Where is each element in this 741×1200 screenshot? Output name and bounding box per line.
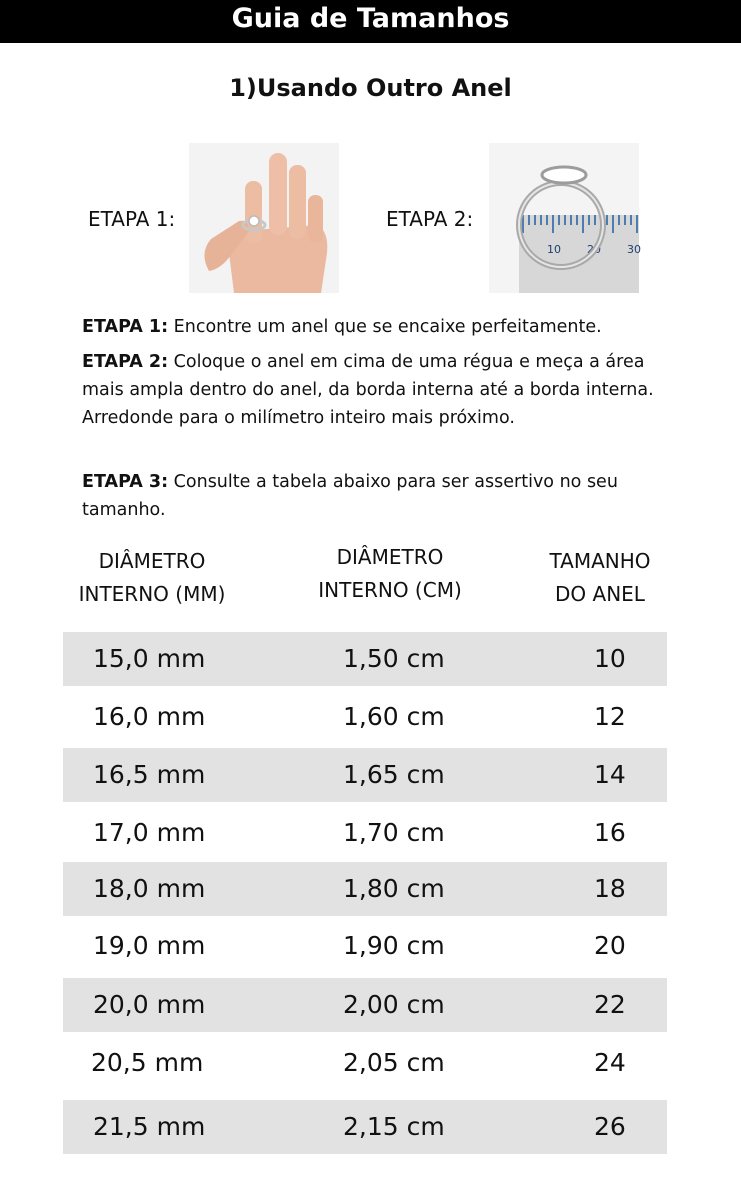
instruction-step-1-label: ETAPA 1:: [82, 317, 169, 337]
step-1-label: ETAPA 1:: [88, 207, 176, 231]
cell-mm: 16,5 mm: [93, 760, 206, 789]
header-diameter-mm-line1: DIÂMETRO: [98, 549, 206, 573]
cell-mm: 20,0 mm: [93, 990, 206, 1019]
table-row: [63, 632, 667, 686]
header-diameter-mm-line2: INTERNO (MM): [78, 582, 226, 606]
table-row: [63, 748, 667, 802]
section-title: 1)Usando Outro Anel: [229, 74, 512, 102]
header-ring-size: [510, 545, 690, 611]
table-row: [63, 806, 667, 860]
table-row: [63, 690, 667, 744]
header-diameter-cm-line2: INTERNO (CM): [318, 578, 462, 602]
ruler-number-30: 30: [627, 243, 641, 256]
instruction-step-3-text: Consulte a tabela abaixo para ser assertivo no seu tamanho.: [82, 472, 618, 520]
cell-cm: 2,00 cm: [343, 990, 445, 1019]
cell-mm: 21,5 mm: [93, 1112, 206, 1141]
cell-mm: 20,5 mm: [91, 1048, 204, 1077]
cell-cm: 1,80 cm: [343, 874, 445, 903]
table-row: [63, 1100, 667, 1154]
cell-mm: 18,0 mm: [93, 874, 206, 903]
cell-cm: 1,50 cm: [343, 644, 445, 673]
header-ring-size-line1: TAMANHO: [549, 549, 651, 573]
cell-mm: 19,0 mm: [93, 931, 206, 960]
cell-cm: 1,65 cm: [343, 760, 445, 789]
instruction-step-3: [82, 468, 682, 524]
header-diameter-cm: [290, 541, 490, 607]
ruler-number-20: 20: [587, 243, 601, 256]
hand-ring-photo-icon: [189, 143, 339, 293]
instruction-step-3-label: ETAPA 3:: [82, 472, 169, 492]
cell-size: 10: [594, 644, 626, 673]
step-2-label: ETAPA 2:: [386, 207, 474, 231]
ring-on-ruler-photo-icon: [489, 143, 639, 293]
instruction-step-2-label: ETAPA 2:: [82, 352, 169, 372]
cell-size: 20: [594, 931, 626, 960]
instruction-step-2-text: Coloque o anel em cima de uma régua e meça a área mais ampla dentro do anel, da borda interna até a borda interna. Arredonde para o milímetro inteiro mais próximo.: [82, 352, 654, 428]
page-title: Guia de Tamanhos: [231, 3, 510, 34]
table-row: [63, 919, 667, 973]
cell-mm: 16,0 mm: [93, 702, 206, 731]
cell-cm: 1,70 cm: [343, 818, 445, 847]
cell-cm: 1,60 cm: [343, 702, 445, 731]
ruler-number-10: 10: [547, 243, 561, 256]
header-diameter-cm-line1: DIÂMETRO: [336, 545, 444, 569]
cell-mm: 17,0 mm: [93, 818, 206, 847]
table-row: [63, 1036, 667, 1090]
cell-mm: 15,0 mm: [93, 644, 206, 673]
cell-size: 16: [594, 818, 626, 847]
cell-cm: 2,15 cm: [343, 1112, 445, 1141]
cell-size: 24: [594, 1048, 626, 1077]
instruction-step-1: [82, 313, 682, 341]
instruction-step-1-text: Encontre um anel que se encaixe perfeitamente.: [168, 317, 602, 337]
instruction-step-2: [82, 348, 682, 432]
cell-cm: 2,05 cm: [343, 1048, 445, 1077]
table-row: [63, 862, 667, 916]
cell-size: 22: [594, 990, 626, 1019]
cell-size: 18: [594, 874, 626, 903]
header-ring-size-line2: DO ANEL: [555, 582, 645, 606]
cell-cm: 1,90 cm: [343, 931, 445, 960]
cell-size: 12: [594, 702, 626, 731]
table-row: [63, 978, 667, 1032]
header-diameter-mm: [50, 545, 254, 611]
page-header: [0, 0, 741, 43]
cell-size: 26: [594, 1112, 626, 1141]
cell-size: 14: [594, 760, 626, 789]
